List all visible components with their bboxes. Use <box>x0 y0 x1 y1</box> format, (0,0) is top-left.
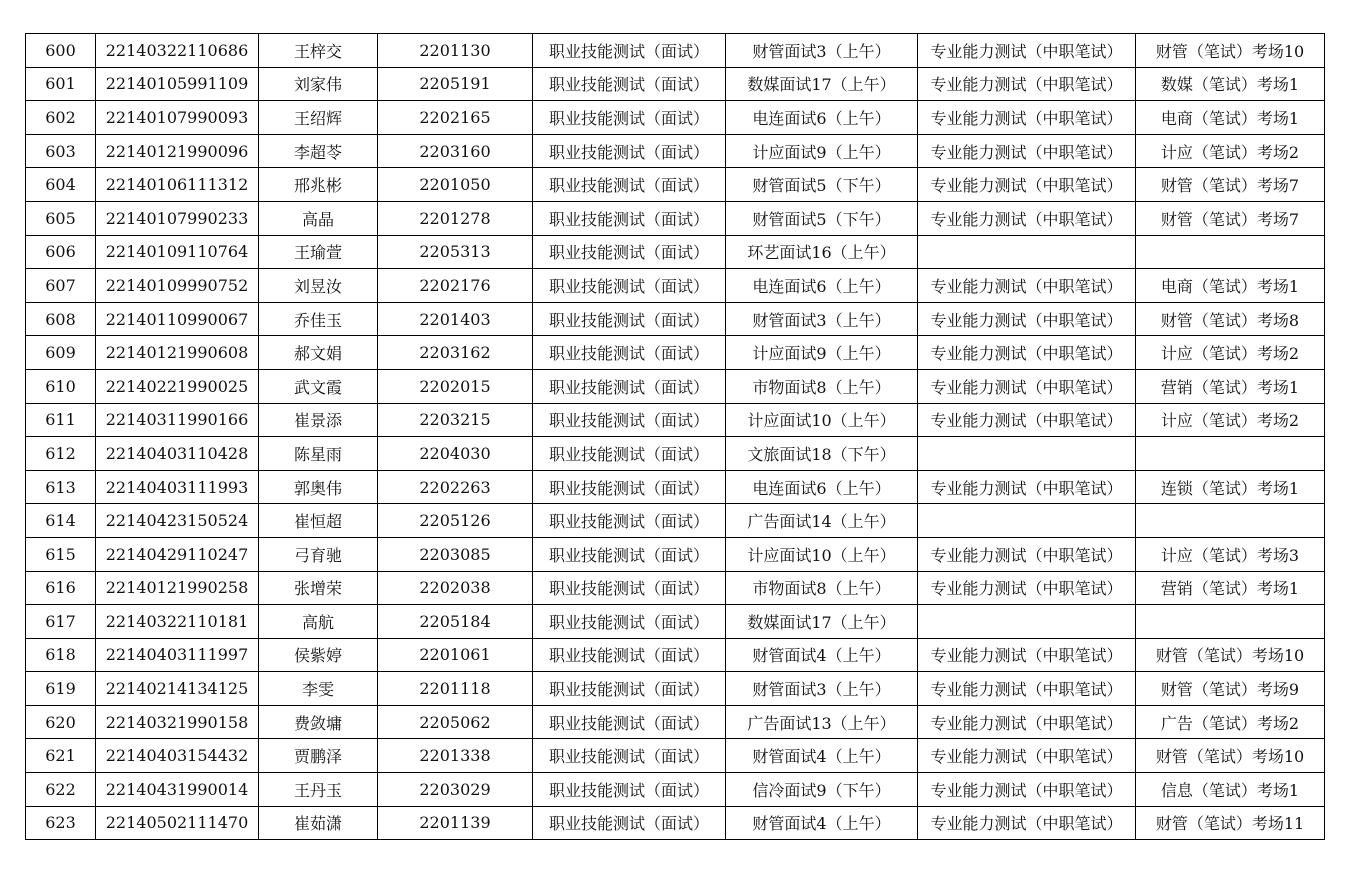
skill-test-cell: 职业技能测试（面试） <box>533 504 726 538</box>
interview-session-cell: 财管面试5（下午） <box>726 168 918 202</box>
skill-test-cell: 职业技能测试（面试） <box>533 571 726 605</box>
candidate-id-cell: 22140110990067 <box>96 302 259 336</box>
table-row <box>26 336 1325 370</box>
interview-session-cell: 财管面试3（上午） <box>726 302 918 336</box>
candidate-name-cell: 王绍辉 <box>259 101 378 135</box>
skill-test-cell: 职业技能测试（面试） <box>533 773 726 807</box>
written-test-cell: 专业能力测试（中职笔试） <box>918 67 1136 101</box>
exam-number-cell: 2203160 <box>378 134 533 168</box>
candidate-id-cell: 22140403110428 <box>96 437 259 471</box>
candidate-name-cell: 王丹玉 <box>259 773 378 807</box>
row-number-cell: 601 <box>26 67 96 101</box>
table-row <box>26 504 1325 538</box>
candidate-id-cell: 22140121990258 <box>96 571 259 605</box>
written-test-cell: 专业能力测试（中职笔试） <box>918 739 1136 773</box>
written-room-cell <box>1136 235 1325 269</box>
row-number-cell: 603 <box>26 134 96 168</box>
exam-number-cell: 2205062 <box>378 705 533 739</box>
table-row <box>26 705 1325 739</box>
table-row <box>26 571 1325 605</box>
exam-number-cell: 2201139 <box>378 806 533 840</box>
exam-number-cell: 2205191 <box>378 67 533 101</box>
candidate-name-cell: 弓育驰 <box>259 537 378 571</box>
skill-test-cell: 职业技能测试（面试） <box>533 369 726 403</box>
candidate-id-cell: 22140431990014 <box>96 773 259 807</box>
interview-session-cell: 计应面试10（上午） <box>726 537 918 571</box>
table-row <box>26 806 1325 840</box>
exam-number-cell: 2202165 <box>378 101 533 135</box>
candidate-name-cell: 邢兆彬 <box>259 168 378 202</box>
row-number-cell: 620 <box>26 705 96 739</box>
interview-session-cell: 市物面试8（上午） <box>726 369 918 403</box>
skill-test-cell: 职业技能测试（面试） <box>533 168 726 202</box>
interview-session-cell: 计应面试9（上午） <box>726 134 918 168</box>
written-room-cell: 营销（笔试）考场1 <box>1136 369 1325 403</box>
written-room-cell: 财管（笔试）考场10 <box>1136 739 1325 773</box>
table-row <box>26 537 1325 571</box>
interview-session-cell: 市物面试8（上午） <box>726 571 918 605</box>
candidate-id-cell: 22140429110247 <box>96 537 259 571</box>
exam-number-cell: 2201118 <box>378 672 533 706</box>
skill-test-cell: 职业技能测试（面试） <box>533 537 726 571</box>
row-number-cell: 614 <box>26 504 96 538</box>
table-row <box>26 101 1325 135</box>
candidate-name-cell: 费敛墉 <box>259 705 378 739</box>
candidate-name-cell: 郝文娟 <box>259 336 378 370</box>
interview-session-cell: 财管面试4（上午） <box>726 638 918 672</box>
exam-number-cell: 2205313 <box>378 235 533 269</box>
written-room-cell: 计应（笔试）考场2 <box>1136 336 1325 370</box>
exam-number-cell: 2201061 <box>378 638 533 672</box>
candidate-id-cell: 22140322110181 <box>96 605 259 639</box>
written-test-cell: 专业能力测试（中职笔试） <box>918 672 1136 706</box>
written-test-cell <box>918 437 1136 471</box>
candidate-name-cell: 武文霞 <box>259 369 378 403</box>
interview-session-cell: 财管面试5（下午） <box>726 201 918 235</box>
candidate-id-cell: 22140109110764 <box>96 235 259 269</box>
skill-test-cell: 职业技能测试（面试） <box>533 672 726 706</box>
written-test-cell: 专业能力测试（中职笔试） <box>918 201 1136 235</box>
written-room-cell: 财管（笔试）考场7 <box>1136 168 1325 202</box>
row-number-cell: 602 <box>26 101 96 135</box>
table-row <box>26 638 1325 672</box>
candidate-id-cell: 22140121990096 <box>96 134 259 168</box>
skill-test-cell: 职业技能测试（面试） <box>533 605 726 639</box>
row-number-cell: 606 <box>26 235 96 269</box>
written-test-cell <box>918 235 1136 269</box>
table-row <box>26 672 1325 706</box>
row-number-cell: 623 <box>26 806 96 840</box>
table-row <box>26 470 1325 504</box>
interview-session-cell: 财管面试4（上午） <box>726 739 918 773</box>
exam-number-cell: 2203085 <box>378 537 533 571</box>
written-test-cell <box>918 605 1136 639</box>
row-number-cell: 622 <box>26 773 96 807</box>
interview-session-cell: 财管面试3（上午） <box>726 34 918 68</box>
written-room-cell: 财管（笔试）考场8 <box>1136 302 1325 336</box>
candidate-name-cell: 崔茹潇 <box>259 806 378 840</box>
candidate-id-cell: 22140107990233 <box>96 201 259 235</box>
written-test-cell <box>918 504 1136 538</box>
interview-session-cell: 财管面试4（上午） <box>726 806 918 840</box>
written-room-cell: 财管（笔试）考场10 <box>1136 34 1325 68</box>
exam-number-cell: 2201278 <box>378 201 533 235</box>
row-number-cell: 608 <box>26 302 96 336</box>
written-test-cell: 专业能力测试（中职笔试） <box>918 168 1136 202</box>
skill-test-cell: 职业技能测试（面试） <box>533 201 726 235</box>
candidate-name-cell: 崔景添 <box>259 403 378 437</box>
exam-number-cell: 2201130 <box>378 34 533 68</box>
skill-test-cell: 职业技能测试（面试） <box>533 134 726 168</box>
written-room-cell <box>1136 605 1325 639</box>
row-number-cell: 618 <box>26 638 96 672</box>
candidate-id-cell: 22140403111997 <box>96 638 259 672</box>
written-test-cell: 专业能力测试（中职笔试） <box>918 269 1136 303</box>
written-test-cell: 专业能力测试（中职笔试） <box>918 34 1136 68</box>
candidate-id-cell: 22140107990093 <box>96 101 259 135</box>
row-number-cell: 610 <box>26 369 96 403</box>
written-test-cell: 专业能力测试（中职笔试） <box>918 302 1136 336</box>
candidate-id-cell: 22140423150524 <box>96 504 259 538</box>
skill-test-cell: 职业技能测试（面试） <box>533 403 726 437</box>
written-room-cell: 连锁（笔试）考场1 <box>1136 470 1325 504</box>
exam-number-cell: 2201403 <box>378 302 533 336</box>
candidate-name-cell: 陈星雨 <box>259 437 378 471</box>
interview-session-cell: 广告面试13（上午） <box>726 705 918 739</box>
exam-number-cell: 2205184 <box>378 605 533 639</box>
skill-test-cell: 职业技能测试（面试） <box>533 470 726 504</box>
candidate-name-cell: 高航 <box>259 605 378 639</box>
table-row <box>26 67 1325 101</box>
candidate-name-cell: 刘家伟 <box>259 67 378 101</box>
skill-test-cell: 职业技能测试（面试） <box>533 34 726 68</box>
written-room-cell: 财管（笔试）考场11 <box>1136 806 1325 840</box>
written-room-cell: 电商（笔试）考场1 <box>1136 269 1325 303</box>
interview-session-cell: 电连面试6（上午） <box>726 470 918 504</box>
written-test-cell: 专业能力测试（中职笔试） <box>918 705 1136 739</box>
row-number-cell: 611 <box>26 403 96 437</box>
row-number-cell: 609 <box>26 336 96 370</box>
written-room-cell: 计应（笔试）考场2 <box>1136 134 1325 168</box>
candidate-name-cell: 乔佳玉 <box>259 302 378 336</box>
table-row <box>26 269 1325 303</box>
skill-test-cell: 职业技能测试（面试） <box>533 302 726 336</box>
skill-test-cell: 职业技能测试（面试） <box>533 235 726 269</box>
exam-roster-table <box>25 33 1325 840</box>
candidate-id-cell: 22140322110686 <box>96 34 259 68</box>
skill-test-cell: 职业技能测试（面试） <box>533 437 726 471</box>
exam-number-cell: 2202015 <box>378 369 533 403</box>
candidate-name-cell: 李雯 <box>259 672 378 706</box>
row-number-cell: 604 <box>26 168 96 202</box>
candidate-name-cell: 崔恒超 <box>259 504 378 538</box>
exam-roster-sheet <box>25 33 1325 840</box>
candidate-id-cell: 22140105991109 <box>96 67 259 101</box>
skill-test-cell: 职业技能测试（面试） <box>533 638 726 672</box>
candidate-name-cell: 王瑜萱 <box>259 235 378 269</box>
skill-test-cell: 职业技能测试（面试） <box>533 739 726 773</box>
candidate-id-cell: 22140109990752 <box>96 269 259 303</box>
skill-test-cell: 职业技能测试（面试） <box>533 705 726 739</box>
candidate-id-cell: 22140403154432 <box>96 739 259 773</box>
exam-number-cell: 2202263 <box>378 470 533 504</box>
written-room-cell: 计应（笔试）考场2 <box>1136 403 1325 437</box>
row-number-cell: 616 <box>26 571 96 605</box>
candidate-id-cell: 22140106111312 <box>96 168 259 202</box>
interview-session-cell: 计应面试9（上午） <box>726 336 918 370</box>
candidate-id-cell: 22140121990608 <box>96 336 259 370</box>
written-room-cell: 电商（笔试）考场1 <box>1136 101 1325 135</box>
interview-session-cell: 财管面试3（上午） <box>726 672 918 706</box>
written-room-cell <box>1136 437 1325 471</box>
candidate-id-cell: 22140221990025 <box>96 369 259 403</box>
table-row <box>26 739 1325 773</box>
candidate-name-cell: 郭奥伟 <box>259 470 378 504</box>
table-row <box>26 403 1325 437</box>
written-test-cell: 专业能力测试（中职笔试） <box>918 369 1136 403</box>
candidate-name-cell: 李超苓 <box>259 134 378 168</box>
exam-number-cell: 2204030 <box>378 437 533 471</box>
skill-test-cell: 职业技能测试（面试） <box>533 806 726 840</box>
table-row <box>26 34 1325 68</box>
candidate-name-cell: 贾鹏泽 <box>259 739 378 773</box>
candidate-name-cell: 张增荣 <box>259 571 378 605</box>
exam-number-cell: 2203215 <box>378 403 533 437</box>
written-room-cell <box>1136 504 1325 538</box>
candidate-name-cell: 侯紫婷 <box>259 638 378 672</box>
interview-session-cell: 环艺面试16（上午） <box>726 235 918 269</box>
table-row <box>26 168 1325 202</box>
candidate-id-cell: 22140321990158 <box>96 705 259 739</box>
written-test-cell: 专业能力测试（中职笔试） <box>918 806 1136 840</box>
candidate-name-cell: 刘昱汝 <box>259 269 378 303</box>
interview-session-cell: 文旅面试18（下午） <box>726 437 918 471</box>
candidate-id-cell: 22140214134125 <box>96 672 259 706</box>
row-number-cell: 613 <box>26 470 96 504</box>
table-row <box>26 369 1325 403</box>
written-test-cell: 专业能力测试（中职笔试） <box>918 773 1136 807</box>
skill-test-cell: 职业技能测试（面试） <box>533 269 726 303</box>
row-number-cell: 617 <box>26 605 96 639</box>
skill-test-cell: 职业技能测试（面试） <box>533 101 726 135</box>
table-row <box>26 773 1325 807</box>
row-number-cell: 605 <box>26 201 96 235</box>
candidate-id-cell: 22140502111470 <box>96 806 259 840</box>
row-number-cell: 600 <box>26 34 96 68</box>
row-number-cell: 612 <box>26 437 96 471</box>
written-test-cell: 专业能力测试（中职笔试） <box>918 470 1136 504</box>
written-test-cell: 专业能力测试（中职笔试） <box>918 403 1136 437</box>
written-test-cell: 专业能力测试（中职笔试） <box>918 571 1136 605</box>
candidate-name-cell: 王梓交 <box>259 34 378 68</box>
row-number-cell: 621 <box>26 739 96 773</box>
candidate-name-cell: 高晶 <box>259 201 378 235</box>
interview-session-cell: 数媒面试17（上午） <box>726 67 918 101</box>
interview-session-cell: 数媒面试17（上午） <box>726 605 918 639</box>
row-number-cell: 619 <box>26 672 96 706</box>
written-room-cell: 广告（笔试）考场2 <box>1136 705 1325 739</box>
written-test-cell: 专业能力测试（中职笔试） <box>918 101 1136 135</box>
written-room-cell: 财管（笔试）考场7 <box>1136 201 1325 235</box>
skill-test-cell: 职业技能测试（面试） <box>533 336 726 370</box>
written-room-cell: 信息（笔试）考场1 <box>1136 773 1325 807</box>
candidate-id-cell: 22140311990166 <box>96 403 259 437</box>
exam-number-cell: 2202038 <box>378 571 533 605</box>
interview-session-cell: 电连面试6（上午） <box>726 101 918 135</box>
interview-session-cell: 信冷面试9（下午） <box>726 773 918 807</box>
exam-number-cell: 2203029 <box>378 773 533 807</box>
exam-number-cell: 2203162 <box>378 336 533 370</box>
written-room-cell: 数媒（笔试）考场1 <box>1136 67 1325 101</box>
exam-number-cell: 2205126 <box>378 504 533 538</box>
row-number-cell: 607 <box>26 269 96 303</box>
skill-test-cell: 职业技能测试（面试） <box>533 67 726 101</box>
row-number-cell: 615 <box>26 537 96 571</box>
exam-number-cell: 2201338 <box>378 739 533 773</box>
written-room-cell: 财管（笔试）考场10 <box>1136 638 1325 672</box>
table-row <box>26 235 1325 269</box>
table-row <box>26 201 1325 235</box>
table-row <box>26 605 1325 639</box>
written-room-cell: 营销（笔试）考场1 <box>1136 571 1325 605</box>
interview-session-cell: 电连面试6（上午） <box>726 269 918 303</box>
written-test-cell: 专业能力测试（中职笔试） <box>918 537 1136 571</box>
written-room-cell: 财管（笔试）考场9 <box>1136 672 1325 706</box>
exam-number-cell: 2201050 <box>378 168 533 202</box>
written-test-cell: 专业能力测试（中职笔试） <box>918 134 1136 168</box>
table-row <box>26 302 1325 336</box>
written-test-cell: 专业能力测试（中职笔试） <box>918 638 1136 672</box>
table-row <box>26 437 1325 471</box>
candidate-id-cell: 22140403111993 <box>96 470 259 504</box>
roster-body <box>26 34 1325 840</box>
written-room-cell: 计应（笔试）考场3 <box>1136 537 1325 571</box>
interview-session-cell: 广告面试14（上午） <box>726 504 918 538</box>
exam-number-cell: 2202176 <box>378 269 533 303</box>
written-test-cell: 专业能力测试（中职笔试） <box>918 336 1136 370</box>
interview-session-cell: 计应面试10（上午） <box>726 403 918 437</box>
table-row <box>26 134 1325 168</box>
